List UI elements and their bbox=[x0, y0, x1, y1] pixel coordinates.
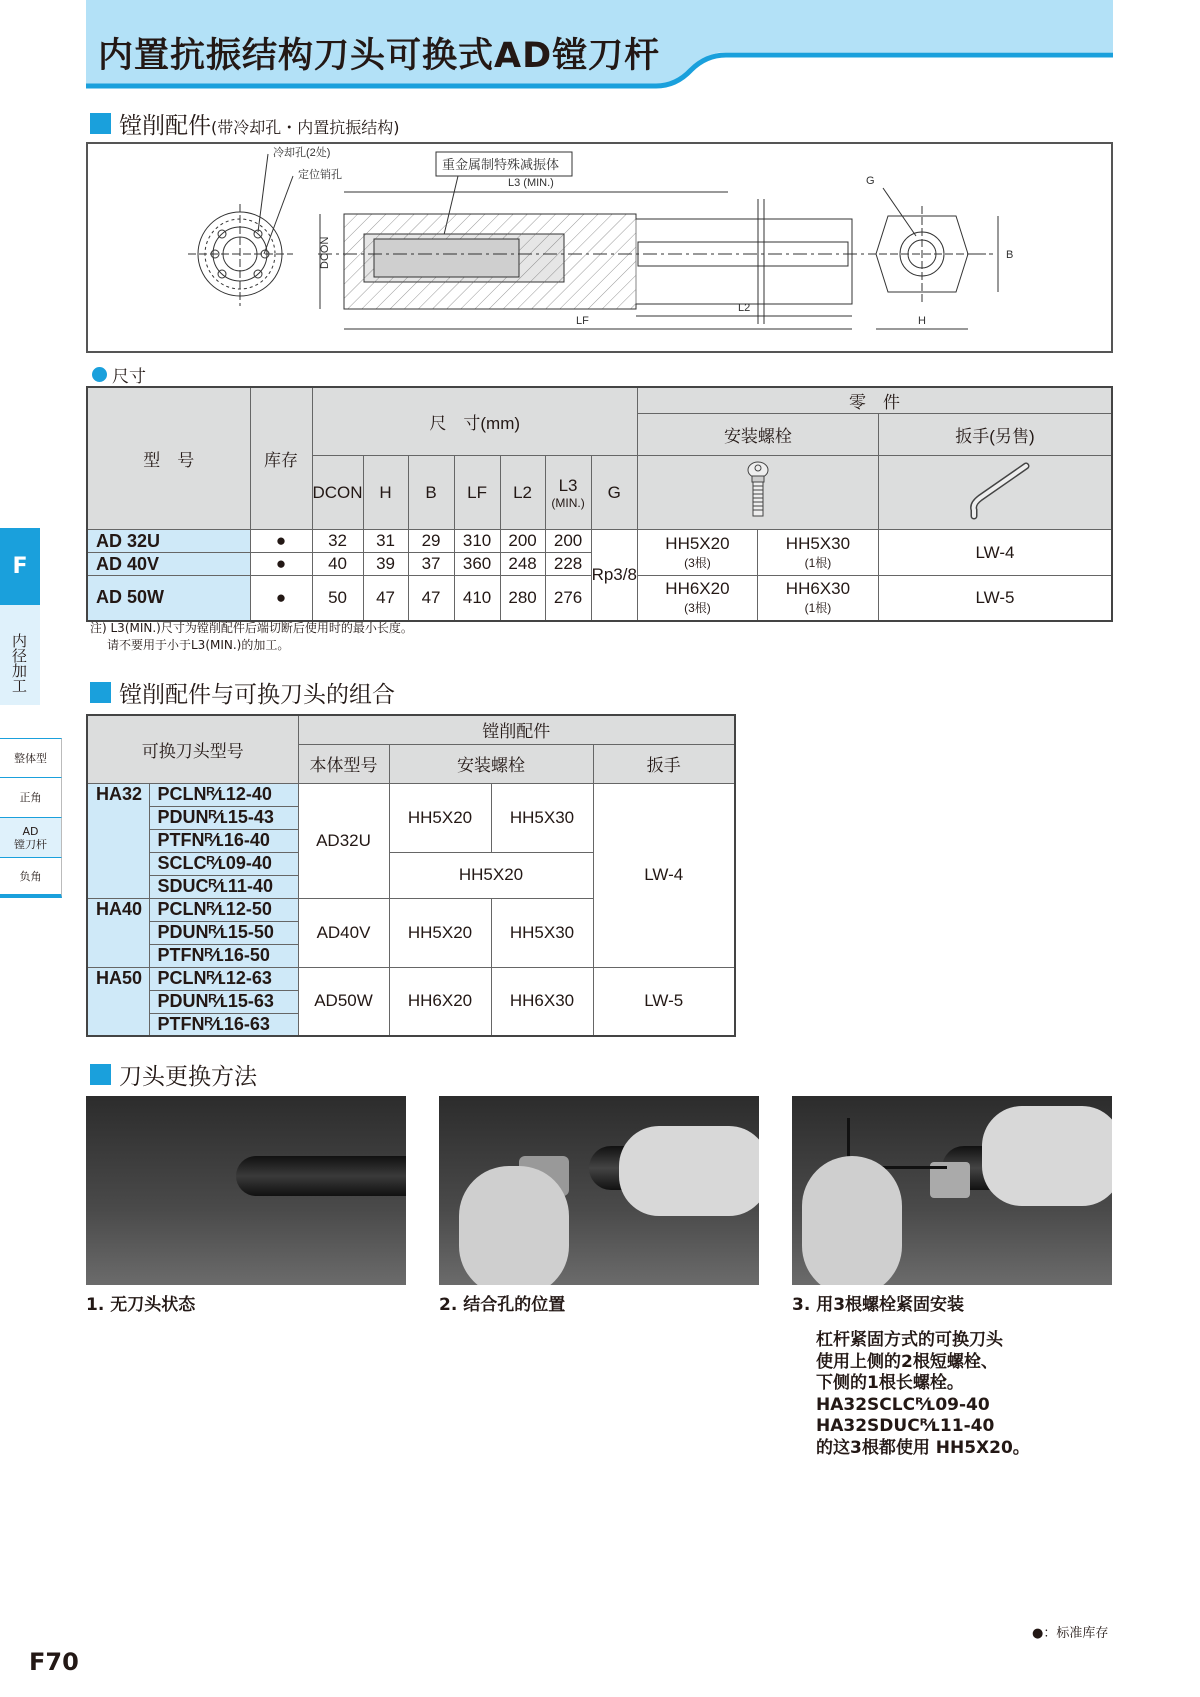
wrench-cell: LW-5 bbox=[878, 576, 1112, 621]
bolt-qty: (3根) bbox=[684, 601, 711, 616]
header-parts: 零 件 bbox=[637, 387, 1112, 414]
b-cell: 29 bbox=[408, 530, 454, 553]
bolt-cell: HH5X30 bbox=[491, 783, 593, 852]
caption-1: 1. 无刀头状态 bbox=[86, 1295, 196, 1315]
model-cell: AD 32U bbox=[87, 530, 250, 553]
l3-label: L3 (MIN.) bbox=[508, 177, 554, 189]
square-bullet-icon bbox=[90, 113, 111, 134]
body-cell: AD40V bbox=[298, 898, 389, 967]
note-line: 使用上侧的2根短螺栓、 bbox=[816, 1351, 998, 1372]
page-title: 内置抗振结构刀头可换式AD镗刀杆 bbox=[98, 36, 661, 76]
dcon-cell: 32 bbox=[312, 530, 363, 553]
photo-fastening bbox=[792, 1096, 1112, 1285]
section-heading-accessory bbox=[90, 107, 400, 140]
bolt-name: HH5X20 bbox=[665, 534, 730, 553]
bolt-cell: HH6X20 bbox=[389, 967, 491, 1036]
header-dcon: DCON bbox=[312, 456, 363, 530]
bolt-cell: HH5X20 bbox=[389, 898, 491, 967]
bolt1-cell bbox=[637, 576, 757, 621]
body-cell: AD50W bbox=[298, 967, 389, 1036]
header-model: 型 号 bbox=[87, 387, 250, 530]
bolt-cell: HH5X20 bbox=[389, 783, 491, 852]
note-line: 杠杆紧固方式的可换刀头 bbox=[816, 1330, 1003, 1350]
lf-cell: 360 bbox=[454, 553, 500, 576]
head-model: PTFNᴿ⁄ʟ16-50 bbox=[149, 944, 298, 967]
note-line: 下侧的1根长螺栓。 bbox=[816, 1373, 964, 1393]
dimensions-table bbox=[86, 386, 1113, 622]
table-note bbox=[90, 620, 413, 654]
h-cell: 31 bbox=[363, 530, 408, 553]
h-cell: 47 bbox=[363, 576, 408, 621]
header-wrench: 扳手 bbox=[593, 744, 735, 783]
note-line: HA32SDUCᴿ⁄ʟ11-40 bbox=[816, 1416, 995, 1436]
wrench-cell: LW-4 bbox=[878, 530, 1112, 576]
bolt-cell: HH5X20 bbox=[389, 852, 593, 898]
section-title: 刀头更换方法 bbox=[119, 1064, 257, 1090]
side-category[interactable]: 内径加工 bbox=[0, 605, 40, 705]
bolt-name: HH6X20 bbox=[665, 579, 730, 599]
header-l3 bbox=[545, 456, 591, 530]
subtab-positive[interactable]: 正角 bbox=[0, 778, 62, 818]
circle-bullet-icon bbox=[92, 367, 107, 382]
head-model: PCLNᴿ⁄ʟ12-50 bbox=[149, 898, 298, 921]
table-row bbox=[87, 530, 1112, 553]
bolt-qty: (3根) bbox=[684, 556, 711, 570]
section-heading-method bbox=[90, 1058, 257, 1091]
body-cell: AD32U bbox=[298, 783, 389, 898]
l3-sub: (MIN.) bbox=[551, 495, 585, 510]
l3-cell: 276 bbox=[545, 576, 591, 621]
subtab-ad-bar[interactable]: AD 镗刀杆 bbox=[0, 818, 62, 858]
head-prefix: HA50 bbox=[87, 967, 149, 1036]
caption-2: 2. 结合孔的位置 bbox=[439, 1295, 566, 1315]
bolt-qty: (1根) bbox=[804, 556, 832, 570]
head-prefix: HA32 bbox=[87, 783, 149, 898]
pin-hole-label: 定位销孔 bbox=[298, 169, 342, 181]
end-view-front bbox=[188, 154, 293, 306]
model-cell: AD 40V bbox=[87, 553, 250, 576]
header-wrench: 扳手(另售) bbox=[878, 414, 1112, 456]
section-subtitle: (带冷却孔・内置抗振结构) bbox=[211, 118, 400, 137]
table-row bbox=[87, 967, 735, 990]
b-cell: 47 bbox=[408, 576, 454, 621]
head-model: PDUNᴿ⁄ʟ15-50 bbox=[149, 921, 298, 944]
table-row bbox=[87, 783, 735, 806]
dcon-label: DCON bbox=[319, 236, 331, 269]
header-body: 本体型号 bbox=[298, 744, 389, 783]
l3-cell: 200 bbox=[545, 530, 591, 553]
note-line: 请不要用于小于L3(MIN.)的加工。 bbox=[107, 638, 290, 652]
dcon-cell: 40 bbox=[312, 553, 363, 576]
lf-cell: 310 bbox=[454, 530, 500, 553]
head-model: PTFNᴿ⁄ʟ16-63 bbox=[149, 1013, 298, 1036]
dims-label bbox=[92, 362, 146, 387]
header-g: G bbox=[591, 456, 637, 530]
section-title: 镗削配件 bbox=[119, 113, 211, 139]
bolt-name: HH6X30 bbox=[785, 579, 851, 599]
fastening-note bbox=[816, 1330, 1030, 1459]
bolt2-cell bbox=[757, 576, 878, 621]
stock-cell: ● bbox=[250, 576, 312, 621]
head-model: PDUNᴿ⁄ʟ15-63 bbox=[149, 990, 298, 1013]
b-label: B bbox=[1006, 249, 1014, 261]
bolt-icon bbox=[637, 456, 878, 530]
section-title: 镗削配件与可换刀头的组合 bbox=[119, 682, 395, 708]
note-line: 注) L3(MIN.)尺寸为镗削配件后端切断后使用时的最小长度。 bbox=[90, 621, 413, 635]
caption-3: 3. 用3根螺栓紧固安装 bbox=[792, 1295, 965, 1315]
photo-no-head bbox=[86, 1096, 406, 1285]
header-bolt: 安装螺栓 bbox=[389, 744, 593, 783]
side-tab-f[interactable]: F bbox=[0, 528, 40, 605]
bolt2-cell bbox=[757, 530, 878, 576]
l2-cell: 248 bbox=[500, 553, 545, 576]
head-model: PCLNᴿ⁄ʟ12-40 bbox=[149, 783, 298, 806]
header-lf: LF bbox=[454, 456, 500, 530]
l3-cell: 228 bbox=[545, 553, 591, 576]
note-line: 的这3根都使用 HH5X20。 bbox=[816, 1437, 1030, 1458]
subtab-negative[interactable]: 负角 bbox=[0, 858, 62, 898]
technical-drawing bbox=[86, 142, 1113, 353]
dims-label-text: 尺寸 bbox=[112, 367, 146, 387]
header-stock: 库存 bbox=[250, 387, 312, 530]
bolt-qty: (1根) bbox=[804, 601, 832, 616]
b-cell: 37 bbox=[408, 553, 454, 576]
h-cell: 39 bbox=[363, 553, 408, 576]
damper-label: 重金属制特殊减振体 bbox=[442, 157, 560, 172]
header-l2: L2 bbox=[500, 456, 545, 530]
model-cell: AD 50W bbox=[87, 576, 250, 621]
header-b: B bbox=[408, 456, 454, 530]
bolt-cell: HH6X30 bbox=[491, 967, 593, 1036]
l2-label: L2 bbox=[738, 302, 751, 314]
header-accessory: 镗削配件 bbox=[298, 715, 735, 744]
coolant-holes-label: 冷却孔(2处) bbox=[273, 147, 331, 159]
wrench-icon bbox=[878, 456, 1112, 530]
l2-cell: 280 bbox=[500, 576, 545, 621]
subtab-solid[interactable]: 整体型 bbox=[0, 738, 62, 778]
lf-cell: 410 bbox=[454, 576, 500, 621]
stock-legend: ●：标准库存 bbox=[1032, 1626, 1109, 1641]
note-line: HA32SCLCᴿ⁄ʟ09-40 bbox=[816, 1394, 990, 1415]
bolt-name: HH5X30 bbox=[785, 534, 851, 553]
combination-table bbox=[86, 714, 736, 1037]
header-size: 尺 寸(mm) bbox=[312, 387, 637, 456]
dcon-cell: 50 bbox=[312, 576, 363, 621]
wrench-cell: LW-5 bbox=[593, 967, 735, 1036]
end-view-rear bbox=[868, 188, 998, 329]
l2-cell: 200 bbox=[500, 530, 545, 553]
g-cell: Rp3/8 bbox=[591, 530, 637, 621]
header-bolt: 安装螺栓 bbox=[637, 414, 878, 456]
header-head: 可换刀头型号 bbox=[87, 715, 298, 783]
bolt1-cell bbox=[637, 530, 757, 576]
page-number: F70 bbox=[29, 1648, 79, 1676]
stock-cell: ● bbox=[250, 553, 312, 576]
g-label: G bbox=[866, 175, 875, 187]
square-bullet-icon bbox=[90, 682, 111, 703]
h-label: H bbox=[918, 315, 926, 327]
l3-text: L3 bbox=[558, 475, 578, 495]
wrench-cell: LW-4 bbox=[593, 783, 735, 967]
stock-cell: ● bbox=[250, 530, 312, 553]
head-model: SDUCᴿ⁄ʟ11-40 bbox=[149, 875, 298, 898]
section-heading-combo bbox=[90, 676, 395, 709]
head-model: PCLNᴿ⁄ʟ12-63 bbox=[149, 967, 298, 990]
head-model: PDUNᴿ⁄ʟ15-43 bbox=[149, 806, 298, 829]
bolt-cell: HH5X30 bbox=[491, 898, 593, 967]
photo-alignment bbox=[439, 1096, 759, 1285]
head-model: PTFNᴿ⁄ʟ16-40 bbox=[149, 829, 298, 852]
head-prefix: HA40 bbox=[87, 898, 149, 967]
square-bullet-icon bbox=[90, 1064, 111, 1085]
head-model: SCLCᴿ⁄ʟ09-40 bbox=[149, 852, 298, 875]
header-h: H bbox=[363, 456, 408, 530]
lf-label: LF bbox=[576, 315, 589, 327]
